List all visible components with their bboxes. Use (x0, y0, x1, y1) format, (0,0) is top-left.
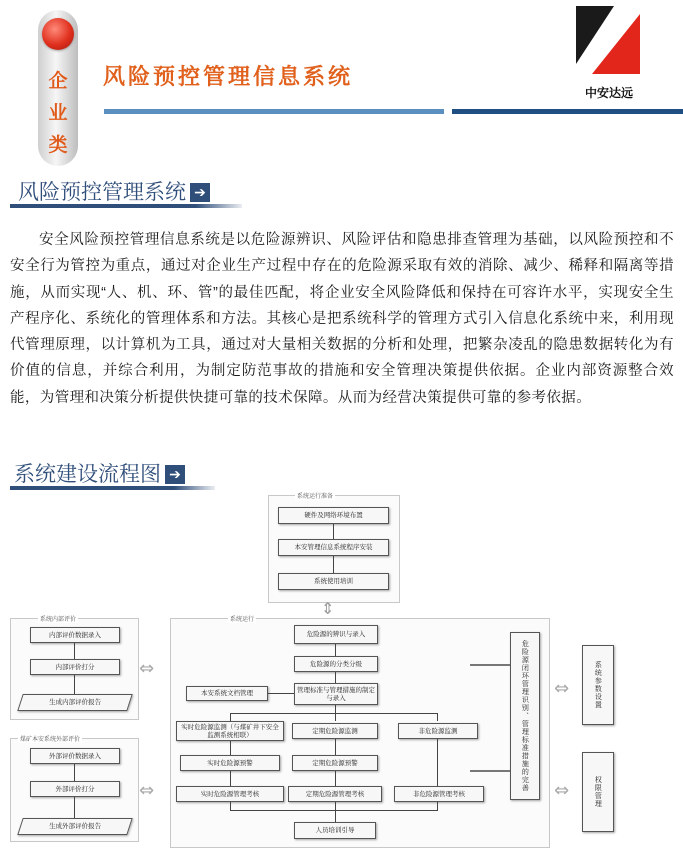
internal-step: 内部评价数据录入 (30, 627, 120, 643)
doc-mgmt-box: 本安系统文档管理 (186, 686, 268, 701)
internal-step: 内部评价打分 (30, 659, 120, 675)
double-arrow-icon: ⇔ (554, 780, 570, 801)
closed-loop-box: 危险源闭环管理识别、管理标准措施的完善 (510, 632, 540, 800)
company-name: 中安达远 (584, 86, 633, 100)
prep-step: 系统使用培训 (278, 573, 389, 590)
category-char-3: 类 (48, 134, 68, 156)
prep-step: 本安管理信息系统程序安装 (278, 539, 389, 556)
flow-heading (14, 458, 185, 488)
external-step: 外部评价打分 (30, 781, 120, 797)
col2-step: 定期危险源管理考核 (288, 786, 382, 802)
run-main-step: 管理标准与管理措施的制定与录入 (294, 683, 378, 705)
training-box: 人员培训引导 (294, 822, 376, 839)
double-arrow-icon: ⇔ (139, 658, 155, 679)
external-report: 生成外部评价报告 (17, 818, 133, 835)
double-arrow-icon: ⇕ (321, 599, 335, 618)
col1-step: 实时危险源管理考核 (176, 786, 284, 802)
system-title: 风险预控管理信息系统 (103, 64, 354, 90)
company-logo-icon (574, 4, 642, 76)
col3-step: 非危险源监测 (398, 723, 478, 739)
header-bar-light (104, 109, 444, 114)
run-main-step: 危险源的分类分级 (294, 656, 378, 672)
internal-report: 生成内部评价报告 (17, 694, 133, 711)
prep-step: 硬件及网络环境布置 (278, 507, 389, 524)
col2-step: 定期危险源监测 (292, 723, 378, 739)
red-ball-ornament (42, 18, 74, 50)
col2-step: 定期危险源预警 (292, 755, 378, 771)
flowchart (0, 490, 683, 861)
right-box: 系统参数设置 (582, 645, 614, 725)
prep-label: 系统运行准备 (297, 493, 334, 500)
double-arrow-icon: ⇔ (139, 780, 155, 801)
double-arrow-icon: ⇔ (554, 678, 570, 699)
intro-paragraph: 安全风险预控管理信息系统是以危险源辨识、风险评估和隐患排查管理为基础，以风险预控和不安全行为管控为重点，通过对企业生产过程中存在的危险源采取有效的消除、减少、稀释和隔离等措施，从而实现“人、机、环、管”的最佳匹配，将企业安全风险降低和保持在可容许水平，实现安全生产程序化、系统化的管理体系和方法。其核心是把系统科学的管理方式引入信息化系统中来，利用现代管理原理，以计算机为工具，通过对大量相关数据的分析和处理，把繁杂凌乱的隐患数据转化为有价值的信息，并综合利用，为制定防范事故的措施和安全管理决策提供依据。企业内部资源整合效能，为管理和决策分析提供快捷可靠的技术保障。从而为经营决策提供可靠的参考依据。 (10, 232, 674, 406)
intro-underline (10, 204, 242, 208)
internal-label: 系统内部评价 (40, 616, 77, 623)
intro-title: 风险预控管理系统 (18, 181, 186, 204)
right-box: 权限管理 (582, 752, 614, 832)
category-char-1: 企 (48, 70, 68, 92)
col1-step: 实时危险源监测（与煤矿井下安全监测系统相联） (176, 721, 284, 741)
header-bar-dark (452, 109, 683, 114)
external-step: 外部评价数据录入 (30, 748, 120, 764)
category-char-2: 业 (48, 102, 68, 124)
arrow-right-icon: ➔ (165, 465, 185, 484)
run-label: 系统运行 (230, 616, 255, 623)
run-main-step: 危险源的辨识与录入 (294, 625, 378, 644)
col1-step: 实时危险源预警 (180, 755, 280, 771)
intro-heading (18, 176, 210, 206)
external-label: 煤矿本安系统外部评价 (20, 736, 81, 743)
col3-step: 非危险源管理考核 (394, 786, 484, 802)
flow-title: 系统建设流程图 (14, 463, 161, 486)
arrow-right-icon: ➔ (190, 183, 210, 202)
